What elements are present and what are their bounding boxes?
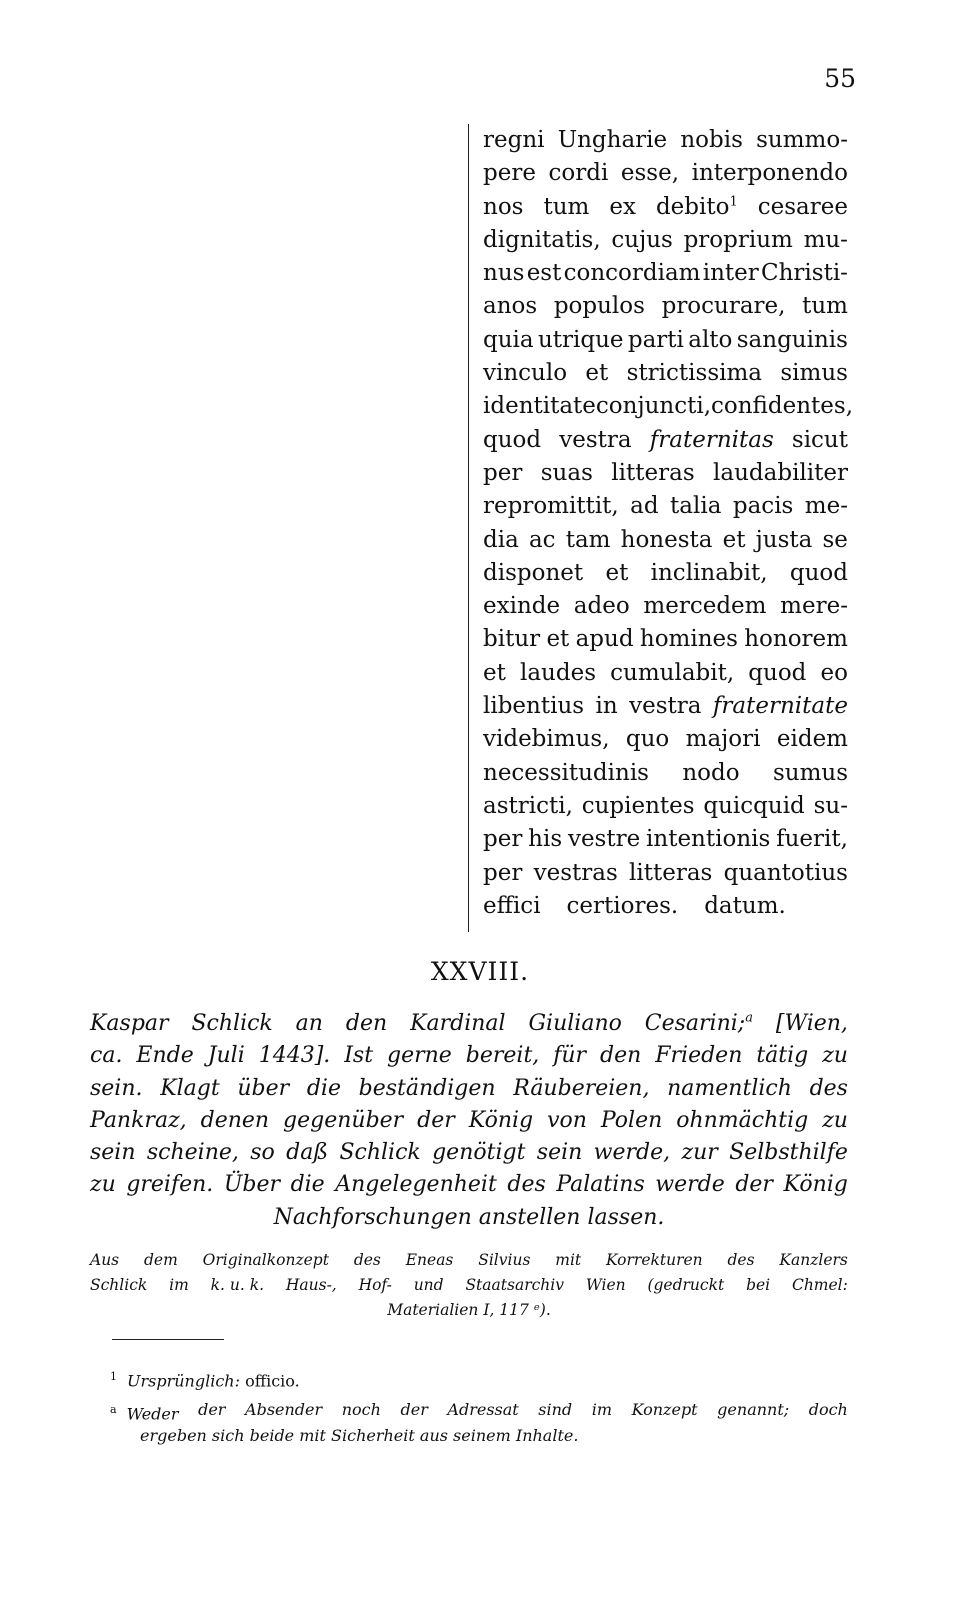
word: Originalkonzept [202,1251,329,1269]
word: exinde [483,593,561,620]
word: eo [820,659,848,686]
word: et [483,659,506,686]
word: cumulabit, [610,659,735,686]
word: genötigt [432,1140,526,1166]
word: des [809,1075,848,1101]
footnote-1 [110,1363,848,1391]
word: sein [536,1140,583,1166]
word: beständigen [358,1075,496,1101]
word: quod [483,426,542,453]
word: $^a$ Weder [110,1403,179,1424]
letter-line [483,757,848,790]
word: disponet [483,559,584,586]
letter-continuation [468,124,854,932]
summary-line [90,1040,848,1072]
word: mit [555,1251,582,1269]
letter-line [483,157,848,190]
word: des [727,1251,755,1269]
word: astricti, [483,792,573,819]
word: ex [609,193,636,220]
page-number: 55 [824,64,856,93]
word: ergeben sich beide mit Sicherheit aus seinem Inhalte. [140,1426,579,1445]
letter-line [483,191,848,224]
word: Klagt [160,1075,220,1101]
word: der [400,1400,428,1419]
word: Polen [600,1107,663,1133]
word: sind [538,1400,573,1419]
word: utrique [537,326,624,353]
word: König [468,1107,534,1133]
word: concordiam [563,260,701,287]
word: honesta [620,526,713,553]
word: vestra [629,693,702,720]
word: tum [543,193,590,220]
footnote-1-marker: 1 [110,1370,117,1383]
word: Kanzlers [779,1251,848,1269]
word: Absender [245,1400,323,1419]
letter-line [483,357,848,390]
word: laudes [519,659,597,686]
word: bitur [483,626,541,653]
word: debito$^1$ [655,193,738,220]
word: his [528,826,563,853]
word: doch [808,1400,848,1419]
word: Giuliano [528,1011,622,1036]
letter-line [483,657,848,690]
word: den [600,1043,642,1069]
word: den [345,1011,388,1036]
summary-line [90,1137,848,1169]
word: nos [483,193,524,220]
letter-line [483,324,848,357]
letter-line [483,557,848,590]
word: Adressat [447,1400,519,1419]
letter-line [483,890,848,923]
word: zur [681,1140,718,1166]
footnotes [110,1363,848,1449]
word: dia [483,526,519,553]
word: im [169,1276,189,1294]
word: Hof- [358,1276,392,1294]
word: Über [223,1172,281,1198]
word: Silvius [478,1251,531,1269]
word: fraternitate [712,693,848,720]
word: et [585,360,609,387]
word: su- [813,792,848,819]
word: mercedem [643,593,767,620]
word: König [783,1172,848,1198]
word: vestras [533,859,618,886]
word: esse, [620,160,680,187]
word: Palatins [556,1172,645,1198]
word: pacis [732,493,794,520]
word: summo- [756,127,848,153]
word: scheine, [146,1140,239,1166]
word: simus [780,360,848,387]
letter-line [483,590,848,623]
word: anos [483,293,538,320]
word: werde [655,1172,725,1198]
word: mu- [803,226,848,253]
word: interponendo [691,160,848,187]
word: laudabiliter [713,459,848,486]
word: litteras [629,859,713,886]
word: zu [822,1043,848,1069]
letter-line [483,290,848,323]
letter-line [483,257,848,290]
word: der [198,1400,226,1419]
word: sanguinis [736,326,848,353]
footnote-a-marker: a [110,1403,117,1416]
word: sein [90,1140,136,1166]
word: se [822,526,848,553]
word: majori [685,726,761,753]
word: gerne [387,1043,452,1069]
word: per [483,459,523,486]
word: nodo [682,759,740,786]
word: quo [625,726,670,753]
word: est [526,260,562,287]
word: quicquid [703,792,805,819]
word: zu [90,1172,116,1198]
footnote-a-line [110,1397,848,1423]
word: an [295,1011,323,1036]
word: des [353,1251,381,1269]
word: cesaree [757,193,848,220]
word: der [417,1107,455,1133]
word: (gedruckt [647,1276,725,1294]
letter-line [483,390,854,423]
word: [Wien, [775,1011,848,1036]
word: inter [702,260,759,287]
letter-line [483,457,848,490]
word: Angelegenheit [335,1172,497,1198]
word: regni [483,127,545,153]
word: Aus [90,1251,120,1269]
word: et [546,626,570,653]
word: quod [789,559,848,586]
word: sumus [772,759,848,786]
word: Chmel: [791,1276,848,1294]
word: suas [540,459,593,486]
letter-line [483,524,848,557]
word: et [722,526,746,553]
word: fuerit, [776,826,848,853]
word: Christi- [761,260,848,287]
word: Schlick [90,1276,148,1294]
source-line [90,1248,848,1273]
word: ohnmächtig [676,1107,809,1133]
word: von [547,1107,587,1133]
word: noch [341,1400,381,1419]
word: Materialien I, 117 ᵉ). [387,1301,551,1319]
word: greifen. [126,1172,214,1198]
word: quod [748,659,807,686]
word: Pankraz, [90,1107,187,1133]
word: namentlich [667,1075,792,1101]
word: Cesarini;$^a$ [644,1010,753,1036]
word: Ungharie [557,127,668,153]
word: adeo [573,593,630,620]
word: vestra [559,426,632,453]
word: honorem [744,626,848,653]
word: k. u. k. [210,1276,265,1294]
word: Schlick [191,1011,273,1036]
footnote-1-text: officio. [245,1371,300,1391]
word: denen [200,1107,270,1133]
letter-line [483,490,848,523]
word: per [483,826,523,853]
word: Schlick [339,1140,421,1166]
word: litteras [611,459,695,486]
footnote-divider [112,1339,224,1340]
word: bereit, [465,1043,540,1069]
word: libentius [483,693,585,720]
word: mere- [780,593,848,620]
source-note [90,1248,848,1323]
word: per [483,859,523,886]
word: und [413,1276,444,1294]
word: procurare, [661,293,786,320]
word: eidem [776,726,848,753]
word: cupientes [581,792,695,819]
word: Konzept [631,1400,698,1419]
summary-line [90,1105,848,1137]
word: nus [483,260,525,287]
summary-line [90,1008,848,1040]
word: necessitudinis [483,759,649,786]
word: vinculo [483,360,568,387]
letter-line [483,124,848,157]
word: apud [575,626,634,653]
word: cujus [611,226,673,253]
word: vestre [567,826,641,853]
footnote-a-line [110,1423,848,1449]
word: cordi [548,160,609,187]
section-number: XXVIII. [430,957,530,986]
word: Staatsarchiv [465,1276,564,1294]
word: identitate [483,393,596,420]
word: bei [746,1276,771,1294]
word: Wien [585,1276,626,1294]
letter-line [483,723,848,756]
word: tam [565,526,611,553]
word: über [237,1075,290,1101]
word: datum. [704,892,786,919]
word: dem [143,1251,178,1269]
word: die [290,1172,325,1198]
word: nobis [680,127,743,153]
word: dignitatis, [483,226,601,253]
word: Selbsthilfe [729,1140,848,1166]
word: Juli [207,1043,245,1069]
word: parti [627,326,684,353]
word: repromittit, [483,493,619,520]
letter-line [483,224,848,257]
word: et [605,559,629,586]
word: fraternitas [649,426,774,453]
word: genannt; [717,1400,790,1419]
word: confidentes, [711,393,854,420]
word: Ist [344,1043,374,1069]
footnote-ref-1: 1 [729,193,738,209]
word: der [735,1172,773,1198]
word: homines [639,626,738,653]
word: me- [804,493,848,520]
word: für [553,1043,587,1069]
summary-line [90,1073,848,1105]
letter-line [483,790,848,823]
letter-line [483,623,848,656]
word: quia [483,326,534,353]
word: Haus-, [285,1276,337,1294]
word: Korrekturen [606,1251,703,1269]
word: talia [670,493,722,520]
word: justa [755,526,813,553]
word: werde, [593,1140,671,1166]
word: effici [483,892,541,919]
word: die [306,1075,341,1101]
word: zu [822,1107,848,1133]
word: inclinabit, [650,559,768,586]
word: proprium [683,226,793,253]
word: Kaspar [90,1011,169,1036]
word: sein. [90,1075,143,1101]
word: im [591,1400,613,1419]
summary-line [90,1202,848,1234]
word: alto [688,326,733,353]
source-line [90,1273,848,1298]
word: sicut [791,426,848,453]
word: so [250,1140,275,1166]
word: quantotius [723,859,848,886]
word: conjuncti, [595,393,712,420]
word: videbimus, [483,726,610,753]
word: ac [528,526,556,553]
letter-line [483,424,848,457]
summary-line [90,1169,848,1201]
word: Räubereien, [513,1075,650,1101]
word: strictissima [626,360,763,387]
word: Nachforschungen anstellen lassen. [273,1204,665,1230]
letter-line [483,857,848,890]
word: in [595,693,618,720]
word: populos [553,293,645,320]
word: tätig [756,1043,809,1069]
word: daß [286,1140,329,1166]
footnote-a [110,1397,848,1449]
footnote-ref-a: a [745,1010,753,1026]
section-summary [90,1008,848,1234]
word: pere [483,160,536,187]
word: Ende [136,1043,194,1069]
word: tum [802,293,848,320]
word: intentionis [646,826,771,853]
word: des [507,1172,546,1198]
word: Kardinal [410,1011,506,1036]
letter-line [483,823,848,856]
word: Eneas [405,1251,454,1269]
letter-line [483,690,848,723]
word: ad [630,493,659,520]
word: Frieden [655,1043,743,1069]
source-line [90,1298,848,1323]
word: ca. [90,1043,123,1069]
word: gegenüber [283,1107,404,1133]
word: certiores. [566,892,679,919]
word: 1443]. [258,1043,331,1069]
footnote-1-label: Ursprünglich: [127,1371,240,1391]
